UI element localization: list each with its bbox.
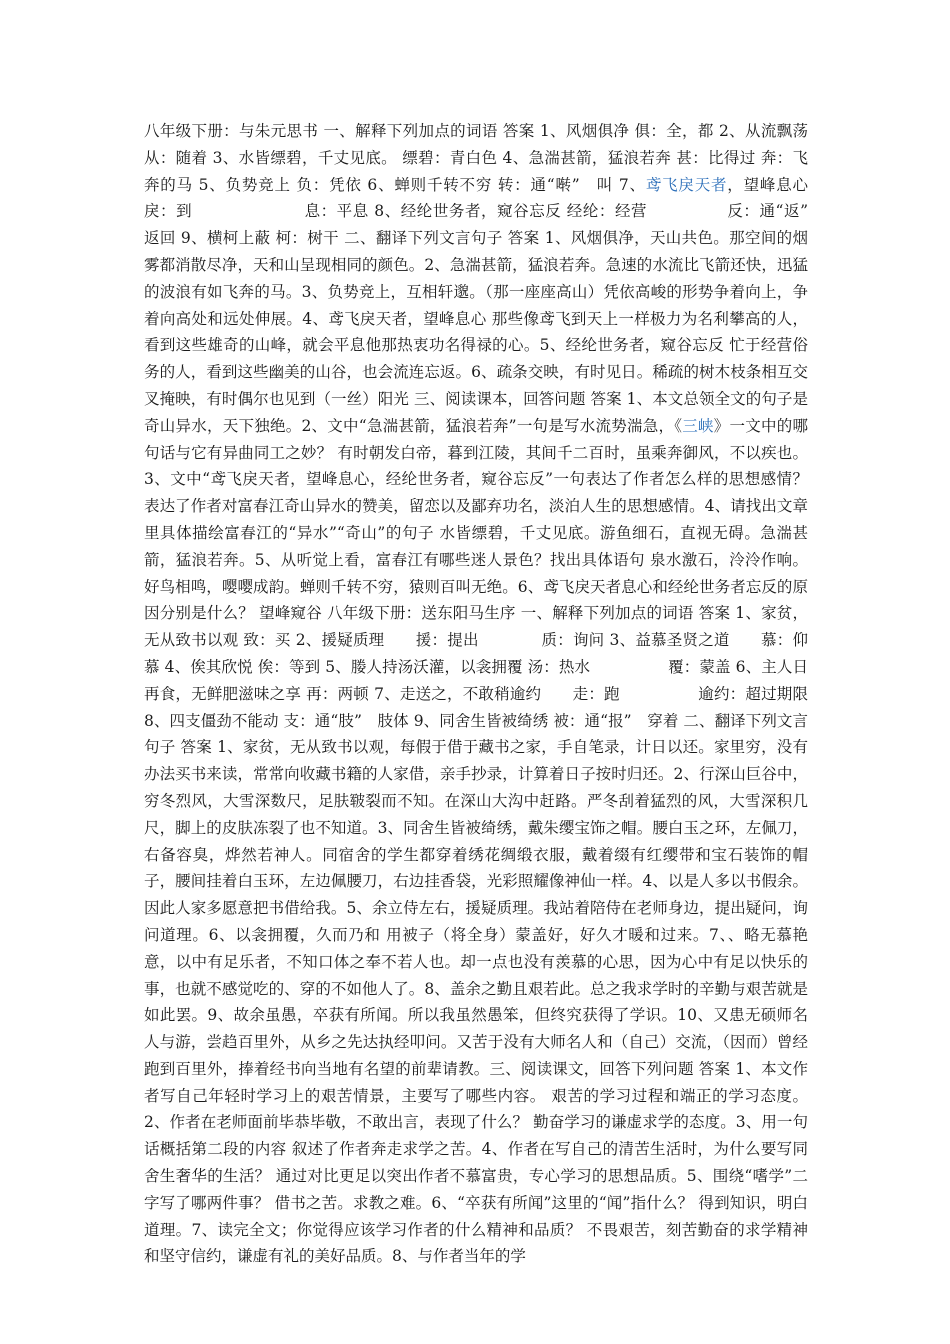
text-segment: 》一文中的哪句话与它有异曲同工之妙？ 有时朝发白帝，暮到江陵，其间千二百时，虽乘奔御风，不以疾也。3、文中“鸢飞戾天者，望峰息心，经纶世务者，窥谷忘反”一句表达了作者怎么样的思想感情？ 表达了作者对富春江奇山异水的赞美，留恋以及鄙弃功名，淡泊人生的思想感情。4、请找出文章里具体描绘富春江的“异水”“奇山”的句子 水皆缥碧，千丈见底。游鱼细石，直视无碍。急湍甚箭，猛浪若奔。5、从听觉上看，富春江有哪些迷人景色？找出具体语句 泉水激石，泠泠作响。好鸟相鸣，嘤嘤成韵。蝉则千转不穷，猿则百叫无绝。6、鸢飞戾天者息心和经纶世务者忘反的原因分别是什么？ 望峰窥谷 八年级下册：送东阳马生序 一、解释下列加点的词语 答案 1、家贫，无从致书以观 致：买 2、援疑质理 援：提出 质：询问 3、益慕圣贤之道 慕：仰慕 4、俟其欣悦 俟：等到 5、媵人持汤沃灌，以衾拥覆 汤：热水 覆：蒙盖 6、主人日再食，无鲜肥滋味之享 再：两顿 7、走送之，不敢稍逾约 走：跑 逾约：超过期限 8、四支僵劲不能动 支：通“肢” 肢体 9、同舍生皆被绮绣 被：通“报” 穿着 二、翻译下列文言句子 答案 1、家贫，无从致书以观，每假于借于藏书之家，手自笔录，计日以还。家里穷，没有办法买书来读，常常向收藏书籍的人家借，亲手抄录，计算着日子按时归还。2、行深山巨谷中，穷冬烈风，大雪深数尺，足肤皲裂而不知。在深山大沟中赶路。严冬刮着猛烈的风，大雪深积几尺，脚上的皮肤冻裂了也不知道。3、同舍生皆被绮绣，戴朱缨宝饰之帽。腰白玉之环，左佩刀，右备容臭，烨然若神人。同宿舍的学生都穿着绣花绸缎衣服，戴着缀有红缨带和宝石装饰的帽子，腰间挂着白玉环，左边佩腰刀，右边挂香袋，光彩照耀像神仙一样。4、以是人多以书假余。因此人家多愿意把书借给我。5、余立侍左右，援疑质理。我站着陪侍在老师身边，提出疑问，询问道理。6、以衾拥覆，久而乃和 用被子（将全身）蒙盖好，好久才暖和过来。7、、略无慕艳意，以中有足乐者，不知口体之奉不若人也。却一点也没有羡慕的心思，因为心中有足以快乐的事，也就不感觉吃的、穿的不如他人了。8、盖余之勤且艰若此。总之我求学时的辛勤与艰苦就是如此罢。9、故余虽愚，卒获有所闻。所以我虽然愚笨，但终究获得了学识。10、又患无硕师名人与游，尝趋百里外，从乡之先达执经叩问。又苦于没有大师名人和（自己）交流，（因而）曾经跑到百里外，捧着经书向当地有名望的前辈请教。三、阅读课文，回答下列问题 答案 1、本文作者写自己年轻时学习上的艰苦情景，主要写了哪些内容。 艰苦的学习过程和端正的学习态度。2、作者在老师面前毕恭毕敬，不敢出言，表现了什么？ 勤奋学习的谦虚求学的态度。3、用一句话概括第二段的内容 叙述了作者奔走求学之苦。4、作者在写自己的清苦生活时，为什么要写同舍生奢华的生活？ 通过对比更足以突出作者不慕富贵，专心学习的思想品质。5、围绕“嗜学”二字写了哪两件事？ 借书之苦。求教之难。6、“卒获有所闻”这里的“闻”指什么？ 得到知识，明白道理。7、读完全文；你觉得应该学习作者的什么精神和品质？ 不畏艰苦，刻苦勤奋的求学精神和坚守信约，谦虚有礼的美好品质。8、与作者当年的学 (144, 416, 808, 1266)
text-segment: ，望峰息心 戾：到 息：平息 8、经纶世务者，窥谷忘反 经纶：经营 反：通“返” 返回 9、横柯上蔽 柯：树干 二、翻译下列文言句子 答案 1、风烟俱净，天山共色。那空间的烟雾都消散尽净，天和山呈现相同的颜色。2、急湍甚箭，猛浪若奔。急速的水流比飞箭还快，迅猛的波浪有如飞奔的马。3、负势竞上，互相轩邈。（那一座座高山）凭依高峻的形势争着向上，争着向高处和远处伸展。4、鸢飞戾天者，望峰息心 那些像鸢飞到天上一样极力为名利攀高的人，看到这些雄奇的山峰，就会平息他那热衷功名得禄的心。5、经纶世务者，窥谷忘反 忙于经营俗务的人，看到这些幽美的山谷，也会流连忘返。6、疏条交映，有时见日。稀疏的树木枝条相互交叉掩映，有时偶尔也见到（一丝）阳光 三、阅读课本，回答问题 答案 1、本文总领全文的句子是 奇山异水，天下独绝。2、文中“急湍甚箭，猛浪若奔”一句是写水流势湍急，《 (144, 175, 824, 435)
document-body (144, 118, 824, 1270)
text-segment: 八年级下册：与朱元思书 一、解释下列加点的词语 答案 1、风烟俱净 俱：全，都 2、从流飘荡 从：随着 3、水皆缥碧，千丈见底。 缥碧：青白色 4、急湍甚箭，猛浪若奔 甚：比得过 奔：飞奔的马 5、负势竞上 负：凭依 6、蝉则千转不穷 转：通“啭” 叫 7、 (144, 122, 808, 194)
keyword-link[interactable]: 鸢飞戾天者 (645, 175, 728, 194)
keyword-link[interactable]: 三峡 (682, 416, 714, 435)
